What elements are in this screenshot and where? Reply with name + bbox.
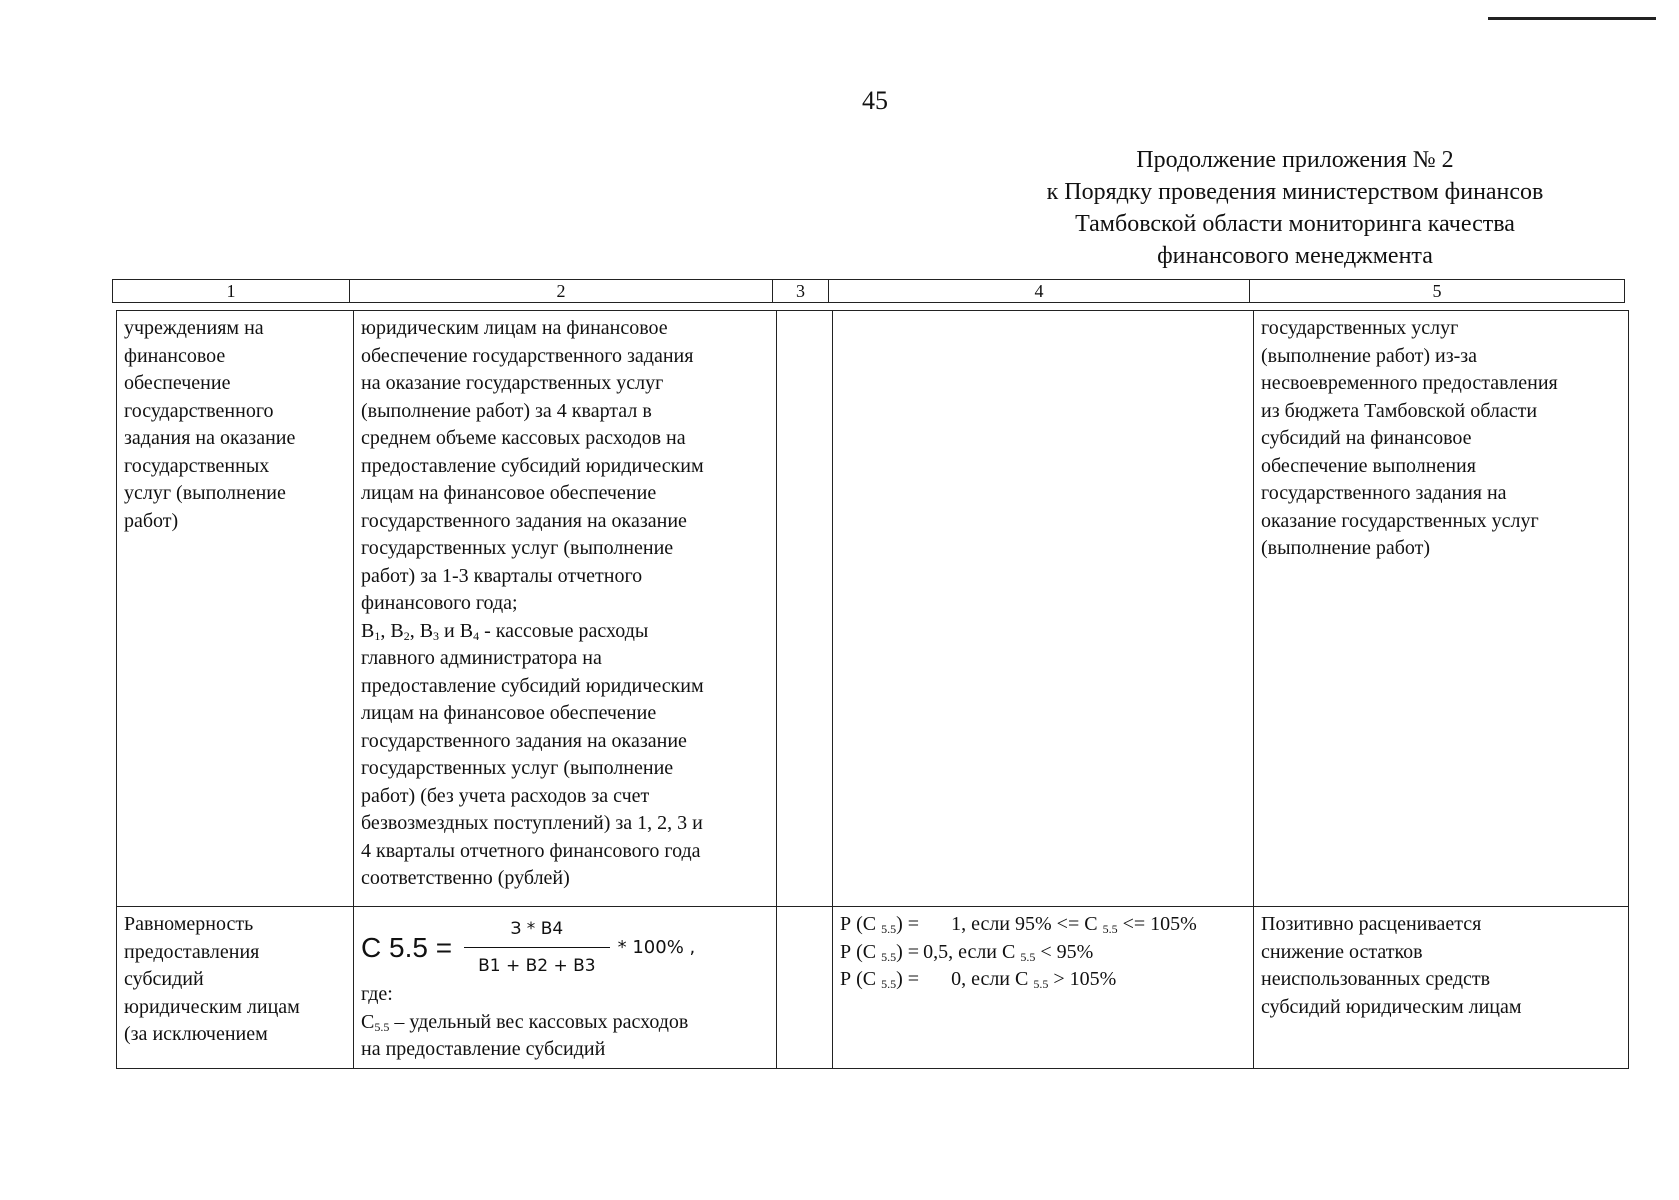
formula-numerator: З * В4: [510, 918, 564, 939]
header-line-1: Продолжение приложения № 2: [1136, 147, 1454, 173]
variables-description: $В_1$, $В_2$, $В_3$ и $В_4$ - кассовые расходы главного администратора на предоставление субсидий юридическим лицам на финансовое обеспечение государственного задания на оказание государственных услуг (выполнение работ) (без учета расходов за счет безвозмездных поступлений) за 1, 2, 3 и 4 кварталы отчетного финансового года соответственно (рублей): [361, 619, 704, 889]
score-rule: Р (С $_{5.5}$) = 0, если С $_{5.5}$ > 105%: [840, 968, 1117, 991]
calculation-text: юридическим лицам на финансовое обеспечение государственного задания на оказание государственных услуг (выполнение работ) за 4 квартал в среднем объеме кассовых расходов на предоставление субсидий юридическим лицам на финансовое обеспечение государственного задания на оказание государственных услуг (выполнение работ) за 1-3 кварталы отчетного финансового года;: [361, 317, 704, 614]
formula-denominator: В1 + В2 + В3: [464, 947, 610, 981]
indicator-name-cell: [117, 311, 354, 907]
column-number-2: 2: [350, 280, 773, 303]
unit-cell: [777, 907, 833, 1069]
score-cell: [833, 311, 1254, 907]
unit-cell: [777, 311, 833, 907]
indicator-name-text: Равномерность предоставления субсидий юридическим лицам (за исключением: [124, 913, 300, 1045]
formula-fraction: [464, 916, 610, 981]
header-line-4: финансового менеджмента: [1157, 243, 1433, 269]
formula: [361, 915, 769, 981]
indicator-name-text: учреждениям на финансовое обеспечение государственного задания на оказание государственных услуг (выполнение работ): [124, 317, 296, 532]
header-line-3: Тамбовской области мониторинга качества: [1075, 211, 1515, 237]
column-number-4: 4: [829, 280, 1250, 303]
column-number-5: 5: [1250, 280, 1625, 303]
score-rule: Р (С $_{5.5}$) = 1, если 95% <= С $_{5.5}$ <= 105%: [840, 913, 1197, 936]
table-row: [117, 311, 1629, 907]
appendix-header: [995, 144, 1595, 272]
corner-rule: [1488, 17, 1656, 20]
formula-lhs: С 5.5 =: [361, 932, 453, 964]
score-cell: [833, 907, 1254, 1069]
comment-text: Позитивно расценивается снижение остатков неиспользованных средств субсидий юридическим лицам: [1261, 913, 1522, 1018]
column-number-3: 3: [773, 280, 829, 303]
table-row: [117, 907, 1629, 1069]
comment-cell: [1254, 311, 1629, 907]
comment-text: государственных услуг (выполнение работ) из-за несвоевременного предоставления из бюджета Тамбовской области субсидий на финансовое обеспечение выполнения государственного задания на оказание государственных услуг (выполнение работ): [1261, 317, 1558, 559]
comment-cell: [1254, 907, 1629, 1069]
variables-description: $С_{5.5}$ – удельный вес кассовых расходов на предоставление субсидий: [361, 1010, 689, 1060]
column-number-1: 1: [113, 280, 350, 303]
column-number-row: [112, 279, 1625, 303]
indicator-name-cell: [117, 907, 354, 1069]
score-rule: Р (С $_{5.5}$) = 0,5, если С $_{5.5}$ < 95%: [840, 940, 1094, 964]
page-number: 45: [862, 86, 888, 115]
formula-tail: * 100% ,: [617, 937, 696, 959]
calculation-cell: [354, 907, 777, 1069]
calculation-cell: [354, 311, 777, 907]
header-line-2: к Порядку проведения министерством финансов: [1046, 179, 1544, 205]
indicator-table: [116, 310, 1629, 1069]
where-label: где:: [361, 983, 393, 1005]
